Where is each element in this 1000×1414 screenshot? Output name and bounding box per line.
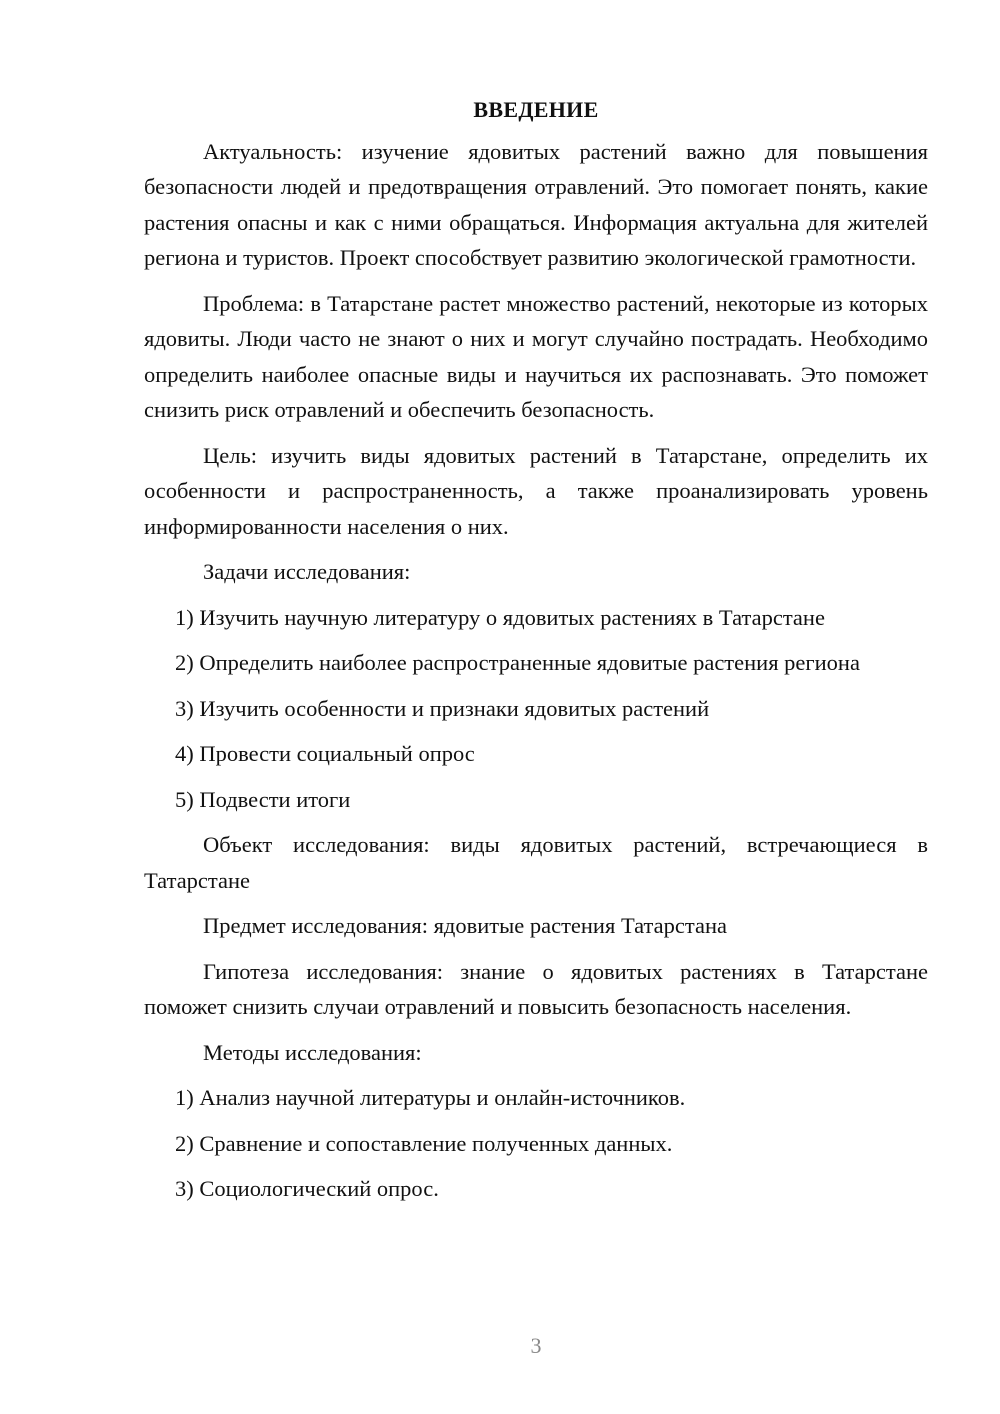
- page-title: ВВЕДЕНИЕ: [473, 97, 599, 122]
- task-item-4: 4) Провести социальный опрос: [175, 741, 475, 766]
- subject-paragraph: Предмет исследования: ядовитые растения Татарстана: [203, 913, 727, 938]
- problem-paragraph: Проблема: в Татарстане растет множество растений, некоторые из которых ядовиты. Люди часто не знают о них и могут случайно пострадать. Необходимо определить наиболее опасные виды и научиться их распознавать. Это поможет снизить риск отравлений и обеспечить безопасность.: [144, 290, 928, 422]
- tasks-heading: Задачи исследования:: [203, 559, 411, 584]
- method-item-2: 2) Сравнение и сопоставление полученных данных.: [175, 1130, 673, 1156]
- method-item-3: 3) Социологический опрос.: [175, 1176, 439, 1201]
- task-item-5: 5) Подвести итоги: [175, 786, 351, 812]
- goal-paragraph: Цель: изучить виды ядовитых растений в Татарстане, определить их особенности и распространенность, а также проанализировать уровень информированности населения о них.: [144, 442, 928, 539]
- task-item-3: 3) Изучить особенности и признаки ядовитых растений: [175, 695, 710, 721]
- page-number: 3: [530, 1333, 542, 1358]
- task-item-1: 1) Изучить научную литературу о ядовитых растениях в Татарстане: [175, 604, 825, 630]
- object-paragraph: Объект исследования: виды ядовитых растений, встречающиеся в Татарстане: [144, 832, 928, 893]
- task-item-2: 2) Определить наиболее распространенные ядовитые растения региона: [175, 650, 860, 675]
- method-item-1: 1) Анализ научной литературы и онлайн-источников.: [175, 1085, 686, 1110]
- methods-heading: Методы исследования:: [203, 1039, 422, 1065]
- relevance-paragraph: Актуальность: изучение ядовитых растений важно для повышения безопасности людей и предотвращения отравлений. Это помогает понять, какие растения опасны и как с ними обращаться. Информация актуальна для жителей региона и туристов. Проект способствует развитию экологической грамотности.: [144, 138, 928, 270]
- document-page: [144, 92, 928, 1217]
- hypothesis-paragraph: Гипотеза исследования: знание о ядовитых растениях в Татарстане поможет снизить случаи отравлений и повысить безопасность населения.: [144, 958, 928, 1019]
